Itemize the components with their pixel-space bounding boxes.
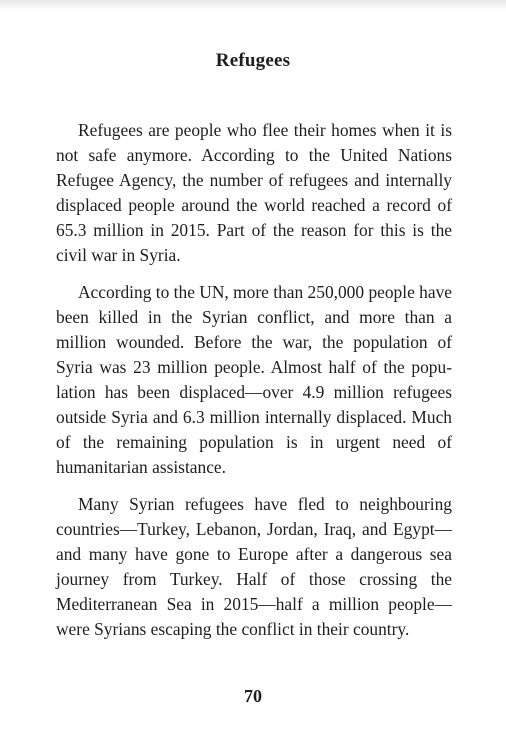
paragraph-1: Refugees are people who flee their homes when it is not safe anymore. According to the United Nations Refugee Agency, the number of refugees and internally displaced people around the world reached a record of 65.3 million in 2015. Part of the reason for this is the civil war in Syria. <box>56 120 452 265</box>
body-text <box>56 118 452 654</box>
page-title: Refugees <box>215 50 291 71</box>
page-number: 70 <box>244 686 262 706</box>
paragraph-2: According to the UN, more than 250,000 people have been killed in the Syrian conflict, and more than a million wounded. Before the war, the population of Syria was 23 million people. Almost half of the population has been displaced—over 4.9 million refugees outside Syria and 6.3 million internally displaced. Much of the remaining population is in urgent need of humanitarian assistance. <box>56 282 452 477</box>
paragraph-3: Many Syrian refugees have fled to neighbouring countries—Turkey, Lebanon, Jordan, Iraq, and Egypt—and many have gone to Europe after a dangerous sea journey from Turkey. Half of those crossing the Mediterranean Sea in 2015—half a million people—were Syrians escaping the conflict in their country. <box>56 494 452 639</box>
